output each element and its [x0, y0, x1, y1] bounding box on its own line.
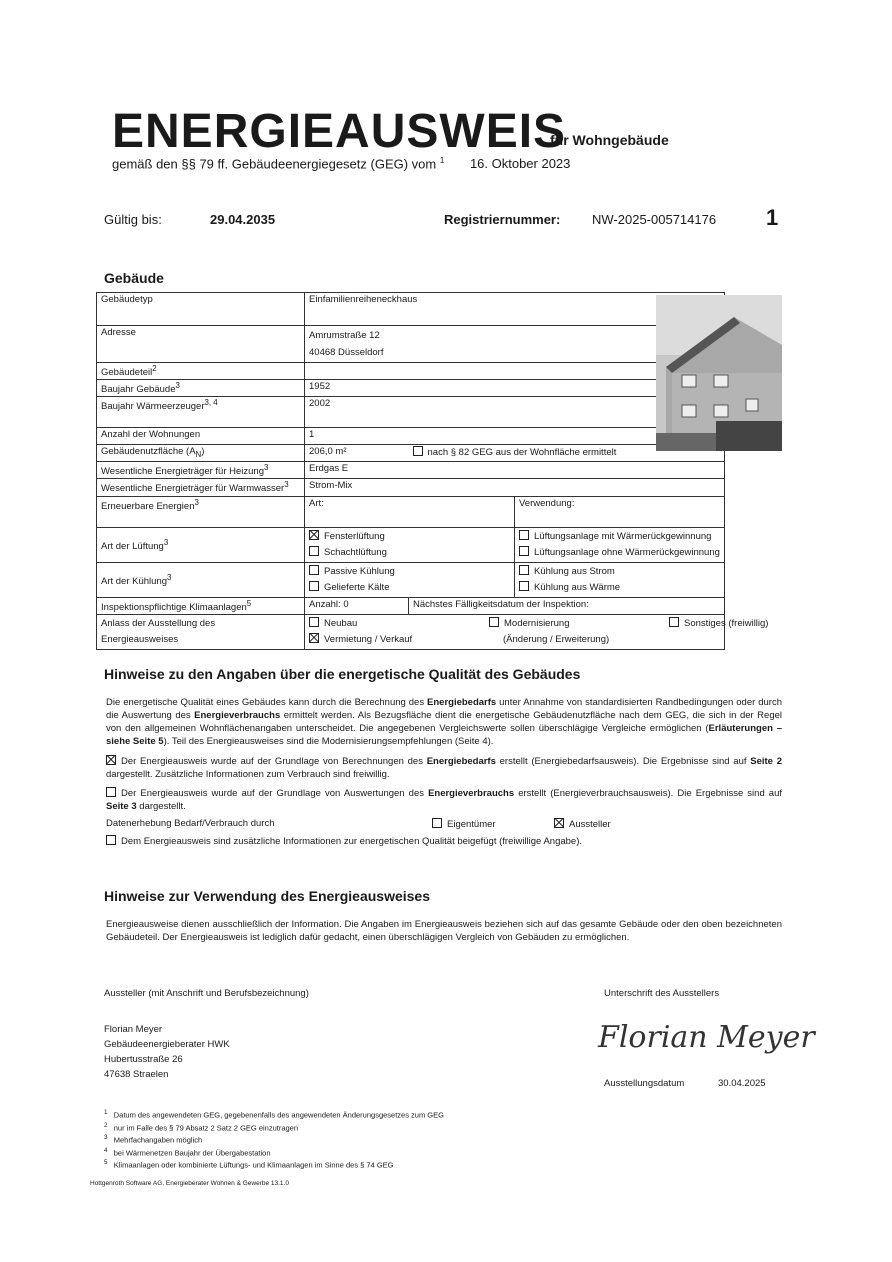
building-photo — [656, 295, 782, 451]
table-row — [97, 614, 725, 649]
issuance-reason-label: Anlass der Ausstellung des Energieausweises — [97, 614, 305, 649]
checkbox-icon[interactable] — [432, 818, 442, 828]
valid-until-label: Gültig bis: — [104, 212, 162, 227]
checkbox-icon[interactable] — [106, 835, 116, 845]
table-row — [97, 527, 725, 562]
building-type-value: Einfamilienreiheneckhaus — [305, 293, 725, 326]
software-credit: Hottgenroth Software AG, Energieberater Wohnen & Gewerbe 13.1.0 — [90, 1180, 289, 1187]
checked-checkbox-icon[interactable] — [309, 633, 319, 643]
quality-notes-title: Hinweise zu den Angaben über die energetische Qualität des Gebäudes — [104, 666, 581, 682]
signature-label: Unterschrift des Ausstellers — [604, 988, 720, 999]
cooling-options-left: Passive Kühlung Gelieferte Kälte — [305, 562, 515, 597]
address-label: Adresse — [97, 326, 305, 363]
checked-checkbox-icon[interactable] — [554, 818, 564, 828]
cooling-label: Art der Kühlung$^3$ — [97, 562, 305, 597]
usage-notes-title: Hinweise zur Verwendung des Energieausweises — [104, 888, 431, 904]
registration-number: NW-2025-005714176 — [592, 212, 717, 227]
checkbox-icon[interactable] — [309, 581, 319, 591]
floor-area-option: nach § 82 GEG aus der Wohnfläche ermittelt — [409, 445, 725, 462]
footnote: $^1$ Datum des angewendeten GEG, gegebenenfalls des angewendeten Änderungsgesetzes zum GEG — [104, 1109, 444, 1120]
checkbox-icon[interactable] — [519, 530, 529, 540]
ventilation-options-right: Lüftungsanlage mit Wärmerückgewinnung Lüftungsanlage ohne Wärmerückgewinnung — [515, 527, 725, 562]
checkbox-icon[interactable] — [106, 787, 116, 797]
document-subtitle: für Wohngebäude — [550, 132, 669, 148]
checkbox-icon[interactable] — [519, 546, 529, 556]
renewables-usage: Verwendung: — [515, 496, 725, 527]
checked-checkbox-icon[interactable] — [106, 755, 116, 765]
checkbox-icon[interactable] — [309, 617, 319, 627]
page-number: 1 — [766, 205, 779, 230]
ac-count: Anzahl: 0 — [305, 597, 409, 614]
ac-inspection-label: Inspektionspflichtige Klimaanlagen$^5$ — [97, 597, 305, 614]
checkbox-icon[interactable] — [519, 565, 529, 575]
footnote: $^5$ Klimaanlagen oder kombinierte Lüftungs- und Klimaanlagen im Sinne des § 74 GEG — [104, 1159, 394, 1170]
checked-checkbox-icon[interactable] — [309, 530, 319, 540]
table-row — [97, 496, 725, 527]
data-issuer-option: Aussteller — [554, 818, 611, 830]
checkbox-icon[interactable] — [309, 565, 319, 575]
data-collection-label: Datenerhebung Bedarf/Verbrauch durch — [106, 818, 275, 829]
table-row — [97, 479, 725, 496]
apartments-value: 1 — [305, 428, 725, 445]
floor-area-label: Gebäudenutzfläche $(A_N)$ — [97, 445, 305, 462]
checkbox-icon[interactable] — [309, 546, 319, 556]
footnote: $^4$ bei Wärmenetzen Baujahr der Übergabestation — [104, 1146, 271, 1157]
footnote: $^3$ Mehrfachangaben möglich — [104, 1134, 203, 1145]
footnote: $^2$ nur im Falle des § 79 Absatz 2 Satz 2 GEG einzutragen — [104, 1121, 299, 1132]
table-row — [97, 562, 725, 597]
heating-carrier-value: Erdgas E — [305, 462, 725, 479]
footnotes — [104, 1108, 444, 1171]
construction-year-value: 1952 — [305, 380, 725, 397]
hotwater-carrier-label: Wesentliche Energieträger für Warmwasser$^3$ — [97, 479, 305, 496]
table-row — [97, 428, 725, 445]
floor-area-value: 206,0 m² — [305, 445, 409, 462]
building-table — [96, 292, 769, 650]
document-title: ENERGIEAUSWEIS — [112, 105, 567, 158]
data-owner-option: Eigentümer — [432, 818, 496, 830]
issuer-label: Aussteller (mit Anschrift und Berufsbezeichnung) — [104, 988, 309, 999]
table-row — [97, 597, 725, 614]
building-part-label: Gebäudeteil$^2$ — [97, 363, 305, 380]
ac-next-inspection: Nächstes Fälligkeitsdatum der Inspektion: — [409, 597, 725, 614]
building-section-title: Gebäude — [104, 270, 164, 286]
building-type-label: Gebäudetyp — [97, 293, 305, 326]
issuer-address: Florian Meyer Gebäudeenergieberater HWK Hubertusstraße 26 47638 Straelen — [104, 1024, 230, 1080]
hotwater-carrier-value: Strom-Mix — [305, 479, 725, 496]
additional-info-option: Dem Energieausweis sind zusätzliche Informationen zur energetischen Qualität beigefügt (freiwillige Angabe). — [106, 835, 582, 847]
signature: Florian Meyer — [598, 1020, 815, 1055]
table-row — [97, 445, 725, 462]
renewables-label: Erneuerbare Energien$^3$ — [97, 496, 305, 527]
address-value: Amrumstraße 12 40468 Düsseldorf — [305, 326, 725, 363]
table-row — [97, 293, 725, 326]
ventilation-label: Art der Lüftung$^3$ — [97, 527, 305, 562]
issuance-reason-options: Neubau Modernisierung Sonstiges (freiwillig) Vermietung / Verkauf (Änderung / Erweiterung) — [305, 614, 725, 649]
heater-year-value: 2002 — [305, 397, 725, 428]
issue-date-label: Ausstellungsdatum — [604, 1078, 685, 1089]
heater-year-label: Baujahr Wärmeerzeuger$^{3, 4}$ — [97, 397, 305, 428]
table-row — [97, 397, 725, 428]
table-row — [97, 380, 725, 397]
renewables-type: Art: — [305, 496, 515, 527]
cooling-options-right: Kühlung aus Strom Kühlung aus Wärme — [515, 562, 725, 597]
checkbox-icon[interactable] — [669, 617, 679, 627]
heating-carrier-label: Wesentliche Energieträger für Heizung$^3$ — [97, 462, 305, 479]
registration-label: Registriernummer: — [444, 212, 561, 227]
table-row — [97, 462, 725, 479]
issue-date-value: 30.04.2025 — [718, 1078, 766, 1089]
apartments-label: Anzahl der Wohnungen — [97, 428, 305, 445]
table-row — [97, 326, 725, 363]
checkbox-icon[interactable] — [519, 581, 529, 591]
construction-year-label: Baujahr Gebäude$^3$ — [97, 380, 305, 397]
house-icon — [656, 295, 782, 451]
ventilation-options-left: Fensterlüftung Schachtlüftung — [305, 527, 515, 562]
quality-notes-paragraph: Die energetische Qualität eines Gebäudes kann durch die Berechnung des Energiebedarfs unter Annahme von standardisierten Randbedingungen oder durch die Auswertung des Energieverbrauchs ermittelt werden. Als Bezugsfläche dient die energetische Gebäudenutzfläche nach dem GEG, die sich in der Regel von den allgemeinen Wohnflächenangaben unterscheidet. Die angegebenen Vergleichswerte sollen überschlägige Vergleiche ermöglichen (Erläuterungen – siehe Seite 5). Teil des Energieausweises sind die Modernisierungsempfehlungen (Seite 4). — [106, 697, 782, 747]
valid-until-value: 29.04.2035 — [210, 212, 276, 227]
usage-notes-paragraph: Energieausweise dienen ausschließlich der Information. Die Angaben im Energieausweis beziehen sich auf das gesamte Gebäude oder den oben bezeichneten Gebäudeteil. Der Energieausweis ist lediglich dafür gedacht, einen überschlägigen Vergleich von Gebäuden zu ermöglichen. — [106, 919, 782, 943]
demand-based-option: Der Energieausweis wurde auf der Grundlage von Berechnungen des Energiebedarfs erstellt (Energiebedarfsausweis). Die Ergebnisse sind auf Seite 2 dargestellt. Zusätzliche Informationen zum Verbrauch sind freiwillig. — [106, 756, 782, 780]
geg-reference: gemäß den §§ 79 ff. Gebäudeenergiegesetz (GEG) vom $^1$ 16. Oktober 2023 — [112, 156, 571, 172]
checkbox-icon[interactable] — [413, 446, 423, 456]
checkbox-icon[interactable] — [489, 617, 499, 627]
consumption-based-option: Der Energieausweis wurde auf der Grundlage von Auswertungen des Energieverbrauchs erstellt (Energieverbrauchsausweis). Die Ergebnisse sind auf Seite 3 dargestellt. — [106, 788, 783, 812]
table-row — [97, 363, 725, 380]
